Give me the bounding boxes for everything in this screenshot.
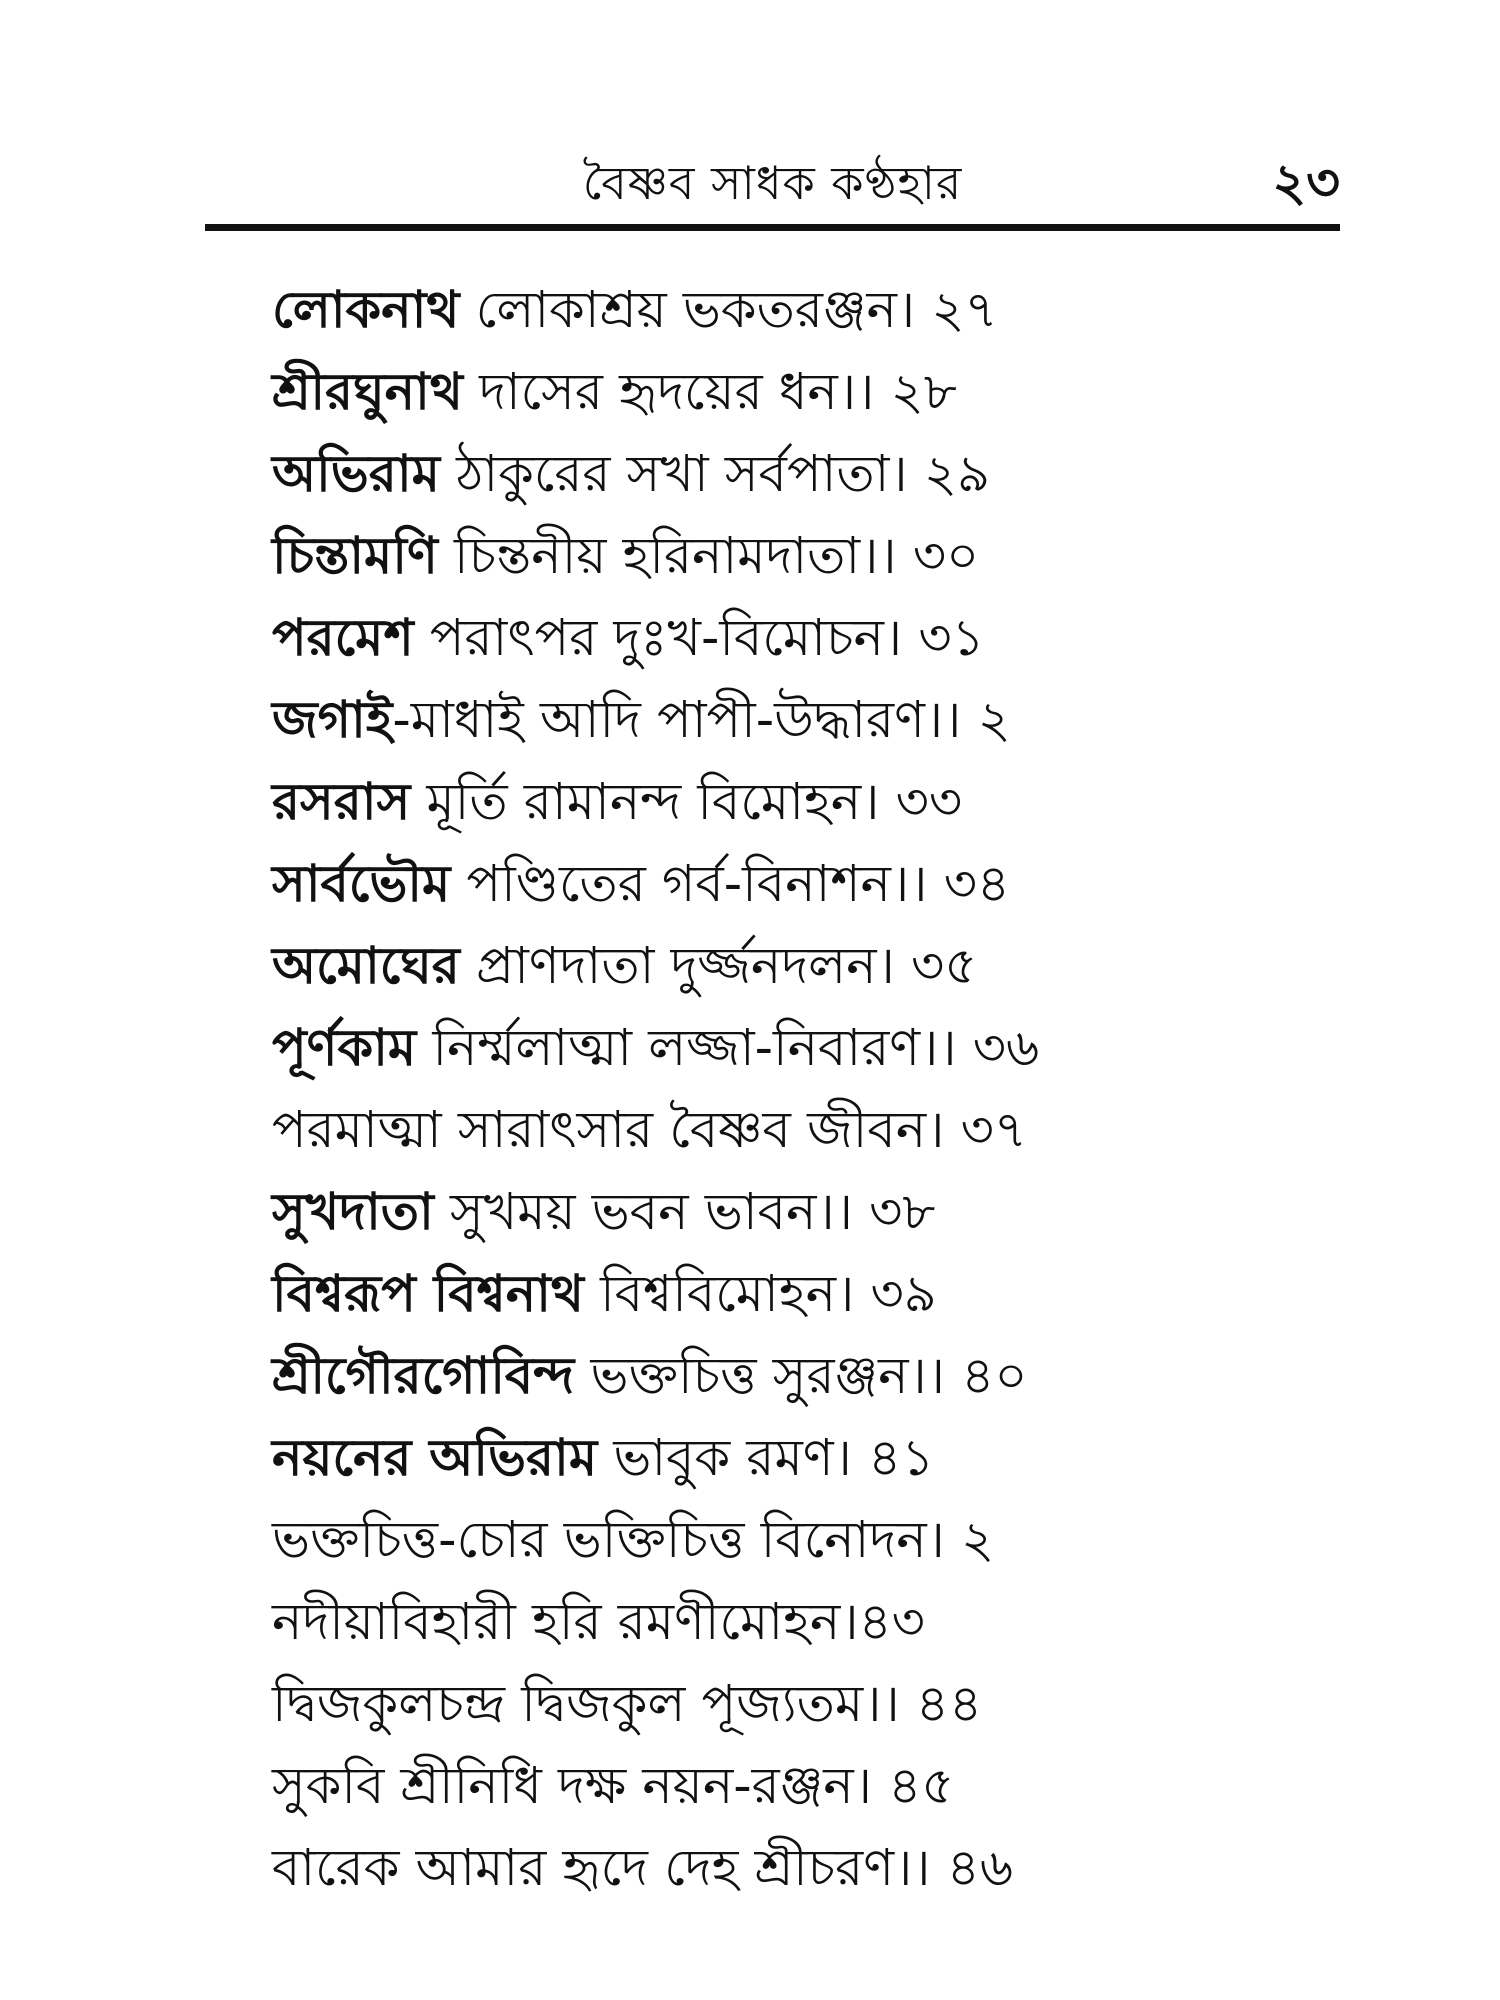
verse-number: ৩৪ xyxy=(927,855,1010,914)
verse-number: ৪৪ xyxy=(899,1675,983,1734)
verse-line xyxy=(272,844,1372,926)
verse-number: ২৮ xyxy=(874,363,957,422)
verse-line xyxy=(272,434,1372,516)
verse-line xyxy=(272,762,1372,844)
verse-text: নির্ম্মলাত্মা লজ্জা-নিবারণ।। xyxy=(416,1019,957,1078)
verse-list xyxy=(272,270,1372,1910)
verse-number: ৩৯ xyxy=(854,1265,937,1324)
verse-lead-words: চিন্তামণি xyxy=(272,527,438,586)
verse-text: মূর্তি রামানন্দ বিমোহন। xyxy=(410,773,880,832)
verse-lead-words: শ্রীরঘুনাথ xyxy=(272,363,463,422)
verse-line xyxy=(272,270,1372,352)
verse-number: ৩৭ xyxy=(944,1101,1027,1160)
verse-text: পরাৎপর দুঃখ-বিমোচন। xyxy=(413,609,903,668)
verse-line xyxy=(272,1418,1372,1500)
verse-text: বিশ্ববিমোহন। xyxy=(583,1265,855,1324)
verse-line xyxy=(272,598,1372,680)
verse-lead-words: বিশ্বরূপ বিশ্বনাথ xyxy=(272,1265,584,1324)
verse-text: প্রাণদাতা দুর্জ্জনদলন। xyxy=(459,937,895,996)
verse-line xyxy=(272,1090,1372,1172)
verse-lead-words: নয়নের অভিরাম xyxy=(272,1429,598,1488)
verse-number: ৪০ xyxy=(945,1347,1028,1406)
verse-lead-words: পূর্ণকাম xyxy=(272,1019,417,1078)
running-head xyxy=(205,140,1340,230)
verse-text: নদীয়াবিহারী হরি রমণীমোহন। xyxy=(272,1593,859,1652)
verse-text: লোকাশ্রয় ভকতরঞ্জন। xyxy=(459,281,916,340)
running-head-title: বৈষ্ণব সাধক কণ্ঠহার xyxy=(582,156,963,210)
verse-text: সুখময় ভবন ভাবন।। xyxy=(433,1183,853,1242)
verse-number: ৩৬ xyxy=(956,1019,1040,1078)
verse-lead-words: অভিরাম xyxy=(272,445,440,504)
verse-text: ভাবুক রমণ। xyxy=(597,1429,852,1488)
header-rule xyxy=(205,224,1340,231)
verse-text: দাসের হৃদয়ের ধন।। xyxy=(462,363,875,422)
verse-line xyxy=(272,926,1372,1008)
verse-line xyxy=(272,1582,1372,1664)
verse-line xyxy=(272,1254,1372,1336)
verse-lead-words: শ্রীগৌরগোবিন্দ xyxy=(272,1347,575,1406)
verse-text: পরমাত্মা সারাৎসার বৈষ্ণব জীবন। xyxy=(272,1101,945,1160)
verse-number: ৪৬ xyxy=(930,1839,1014,1898)
verse-lead-words: জগাই xyxy=(272,691,393,750)
verse-lead-words: লোকনাথ xyxy=(272,281,460,340)
verse-number: ২৭ xyxy=(915,281,998,340)
verse-line xyxy=(272,1172,1372,1254)
verse-number: ৩৩ xyxy=(879,773,962,832)
verse-lead-words: পরমেশ xyxy=(272,609,414,668)
verse-line xyxy=(272,1664,1372,1746)
verse-line xyxy=(272,516,1372,598)
verse-number: ৪১ xyxy=(851,1429,935,1488)
verse-number: ২৯ xyxy=(907,445,991,504)
verse-line xyxy=(272,680,1372,762)
verse-number: ৩১ xyxy=(902,609,985,668)
verse-number: ৩০ xyxy=(896,527,980,586)
page-number: ২৩ xyxy=(1272,153,1340,213)
verse-text: সুকবি শ্রীনিধি দক্ষ নয়ন-রঞ্জন। xyxy=(272,1757,872,1816)
verse-line xyxy=(272,1500,1372,1582)
verse-lead-words: সার্বভৌম xyxy=(272,855,451,914)
verse-lead-words: রসরাস xyxy=(272,773,411,832)
verse-number: ৩৫ xyxy=(894,937,978,996)
verse-number: ৩৮ xyxy=(852,1183,936,1242)
verse-text: বারেক আমার হৃদে দেহ শ্রীচরণ।। xyxy=(272,1839,931,1898)
verse-lead-words: সুখদাতা xyxy=(272,1183,434,1242)
verse-text: -মাধাই আদি পাপী-উদ্ধারণ।। xyxy=(392,691,962,750)
verse-text: ভক্তচিত্ত-চোর ভক্তিচিত্ত বিনোদন। xyxy=(272,1511,945,1570)
verse-line xyxy=(272,1008,1372,1090)
verse-number: ৪৫ xyxy=(871,1757,955,1816)
verse-text: ভক্তচিত্ত সুরঞ্জন।। xyxy=(574,1347,946,1406)
verse-line xyxy=(272,1828,1372,1910)
verse-number: ২ xyxy=(944,1511,995,1570)
verse-line xyxy=(272,352,1372,434)
verse-number: ৪৩ xyxy=(858,1593,925,1652)
verse-number: ২ xyxy=(961,691,1011,750)
verse-text: পণ্ডিতের গর্ব-বিনাশন।। xyxy=(450,855,928,914)
verse-lead-words: অমোঘের xyxy=(272,937,460,996)
verse-text: ঠাকুরের সখা সর্বপাতা। xyxy=(439,445,908,504)
verse-line xyxy=(272,1336,1372,1418)
verse-text: চিন্তনীয় হরিনামদাতা।। xyxy=(437,527,897,586)
verse-line xyxy=(272,1746,1372,1828)
verse-text: দ্বিজকুলচন্দ্র দ্বিজকুল পূজ্যতম।। xyxy=(272,1675,900,1734)
